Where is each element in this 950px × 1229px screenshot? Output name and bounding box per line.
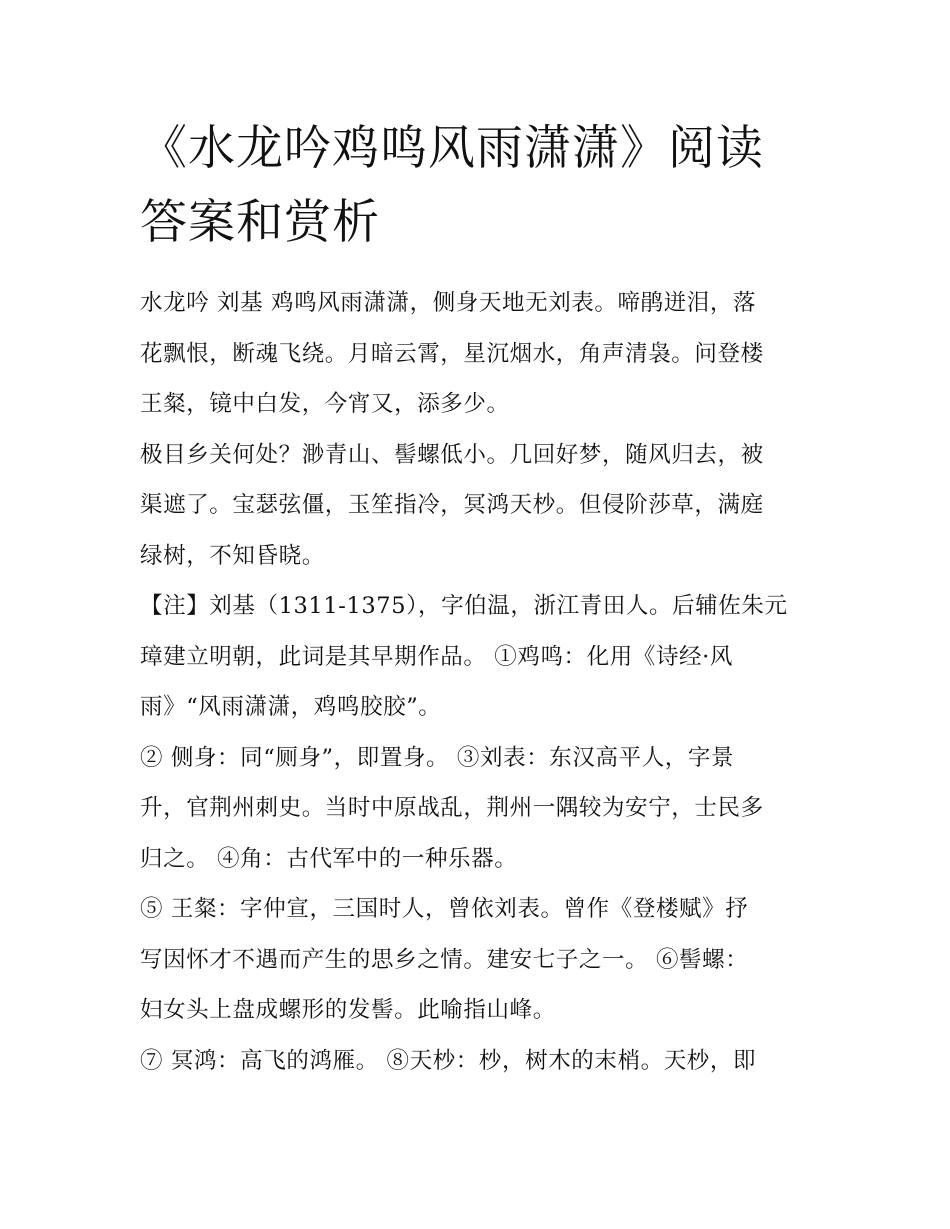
title-line: 《水龙吟鸡鸣风雨潇潇》阅读 (140, 121, 764, 176)
body-line: 花飘恨，断魂飞绕。月暗云霄，星沉烟水，角声清袅。问登楼 (140, 340, 764, 367)
body-line: 水龙吟 刘基 鸡鸣风雨潇潇，侧身天地无刘表。啼鹃迸泪，落 (140, 290, 757, 316)
body-line: ⑤ 王粲：字仲宣，三国时人，曾依刘表。曾作《登楼赋》抒 (140, 896, 749, 922)
body-line: 妇女头上盘成螺形的发髻。此喻指山峰。 (140, 997, 556, 1023)
body-line: 雨》“风雨潇潇，鸡鸣胶胶”。 (140, 694, 442, 720)
body-line: 渠遮了。宝瑟弦僵，玉笙指冷，冥鸿天杪。但侵阶莎草，满庭 (140, 492, 764, 518)
document-body (140, 278, 830, 1086)
body-line: 升，官荆州刺史。当时中原战乱，荆州一隅较为安宁，士民多 (140, 795, 764, 821)
body-line: 归之。 ④角：古代军中的一种乐器。 (140, 845, 518, 872)
title-line: 答案和赏析 (140, 195, 380, 250)
document-title (140, 112, 830, 260)
body-line: 绿树，不知昏晓。 (140, 542, 325, 569)
body-line: 极目乡关何处？渺青山、髻螺低小。几回好梦，随风归去，被 (140, 441, 764, 468)
body-line: 王粲，镜中白发，今宵又，添多少。 (140, 391, 510, 417)
body-line: ② 侧身：同“厕身”，即置身。 ③刘表：东汉高平人，字景 (140, 744, 735, 771)
body-line: ⑦ 冥鸿：高飞的鸿雁。 ⑧天杪：杪，树木的末梢。天杪，即 (140, 1047, 757, 1074)
body-line: 【注】刘基（1311-1375），字伯温，浙江青田人。后辅佐朱元 (140, 593, 788, 619)
body-line: 写因怀才不遇而产生的思乡之情。建安七子之一。 ⑥髻螺： (140, 946, 749, 973)
body-line: 璋建立明朝，此词是其早期作品。 ①鸡鸣：化用《诗经·风 (140, 643, 734, 670)
